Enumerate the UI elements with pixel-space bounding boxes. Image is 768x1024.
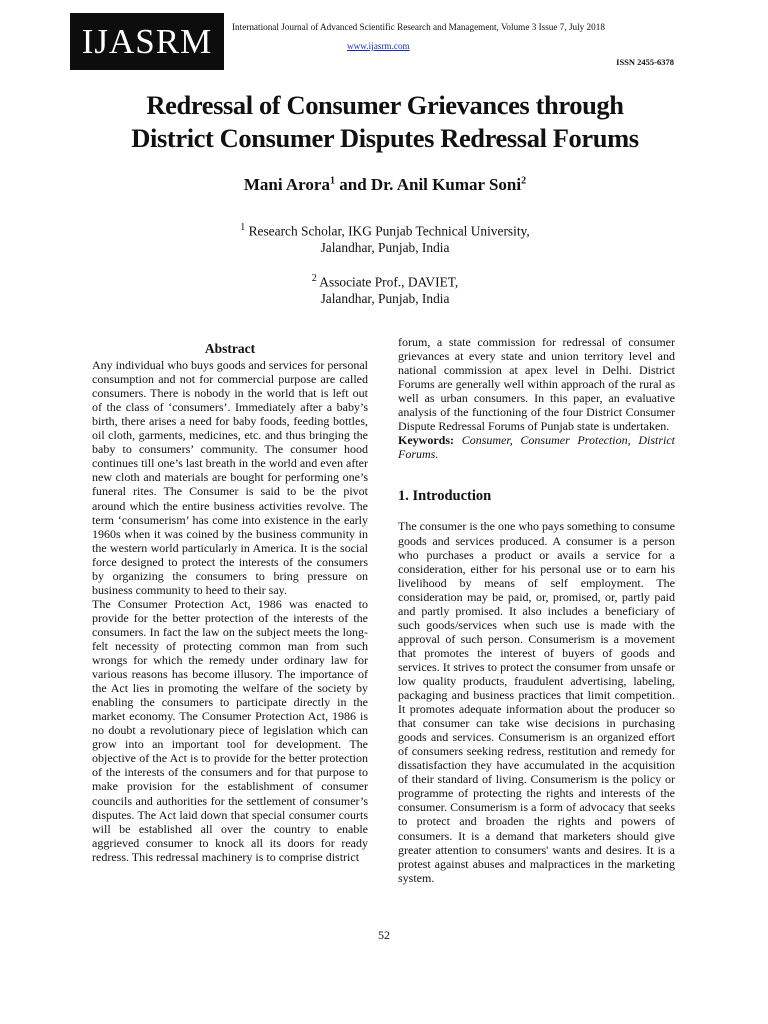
abstract-paragraph-3: forum, a state commission for redressal of consumer grievances at every state and union territory level and national commission at apex level in Delhi. District Forums are generally well within approach of the rural as well as urban consumers. In this paper, an evaluative analysis of the functioning of the four District Consumer Dispute Redressal Forums of Punjab state is undertaken. <box>398 335 675 434</box>
affiliation-2-sup: 2 <box>311 273 317 284</box>
keywords <box>398 433 675 461</box>
keywords-label: Keywords: <box>398 433 454 448</box>
abstract-paragraph-2: The Consumer Protection Act, 1986 was enacted to provide for the better protection of the interests of the consumers. In fact the law on the subject meets the long-felt necessity of protecting common man from such wrongs for which the remedy under ordinary law for various reasons has become illusory. The importance of the Act lies in promoting the welfare of the society by enabling the consumers to participate directly in the market economy. The Consumer Protection Act, 1986 is no doubt a revolutionary piece of legislation which can grow into an important tool for development. The objective of the Act is to provide for the better protection of the interests of the consumers and for that purpose to make provision for the establishment of consumer councils and authorities for the settlement of consumer’s disputes. The Act laid down that special consumer courts will be established all over the country to enable aggrieved consumer to knock all its doors for ready redress. This redressal machinery is to comprise district <box>92 596 368 864</box>
authors <box>60 175 710 195</box>
keywords-list: Consumer, Consumer Protection, District Forums. <box>398 433 675 462</box>
affiliation-1-sup: 1 <box>240 222 246 233</box>
affiliation-2-line-1: Associate Prof., DAVIET, <box>316 274 459 290</box>
journal-website-link[interactable]: www.ijasrm.com <box>347 41 410 51</box>
abstract-paragraph-1: Any individual who buys goods and services for personal consumption and not for commercial purpose are called consumers. There is nobody in the world that is left out of the class of ‘consumers’. Immediately after a baby’s birth, there arises a need for baby foods, feeding bottles, oil cloth, garments, medicines, etc. and thus bringing the baby to consumers’ community. The consumer hood continues till one’s last breath in the world and even after new cloth and materials are bought for performing one’s funeral rites. The Consumer is said to be the pivot around which the entire business activities revolve. The term ‘consumerism’ has come into existence in the early 1960s when it was coined by the business community in the western world particularly in America. It is the social force designed to protect the interests of the consumers by organizing the consumers to bring pressure on business community to heed to their say. <box>92 358 368 597</box>
affiliation-1 <box>60 219 710 256</box>
title-line-2: District Consumer Disputes Redressal Forums <box>131 123 639 153</box>
issn: ISSN 2455-6378 <box>616 57 674 67</box>
affiliation-2 <box>60 270 710 307</box>
introduction-body: The consumer is the one who pays something to consume goods and services produced. A consumer is a person who purchases a product or avails a service for a consideration, either for his personal use or to earn his livelihood by means of self employment. The consideration may be paid, or, promised, or, partly paid and partly promised. It also includes a beneficiary of such goods/services when such use is made with the approval of such person. Consumerism is a movement that promotes the interest of buyers of goods and services. It strives to protect the consumer from unsafe or low quality products, fraudulent advertising, labeling, packaging and business practices that limit competition. It promotes adequate information about the producer so that consumer can take wise decisions in purchasing goods and services. Consumerism is an organized effort of consumers seeking redress, restitution and remedy for dissatisfaction they have accumulated in the acquisition of their standard of living. Consumerism is the policy or programme of protecting the rights and interests of the consumer. Consumerism is a form of advocacy that seeks to protect and broaden the rights and powers of consumers. It is a demand that marketers should give greater attention to consumers' wants and desires. It is a protest against abuses and malpractices in the marketing system. <box>398 519 675 885</box>
author-1-sup: 1 <box>329 175 335 187</box>
affiliation-1-line-1: Research Scholar, IKG Punjab Technical University, <box>245 223 530 239</box>
author-1: Mani Arora <box>243 175 330 194</box>
introduction-heading: 1. Introduction <box>398 488 492 505</box>
author-2: and Dr. Anil Kumar Soni <box>334 175 522 194</box>
page-number: 52 <box>378 928 390 942</box>
affiliation-2-line-2: Jalandhar, Punjab, India <box>320 291 450 307</box>
title-line-1: Redressal of Consumer Grievances through <box>146 90 624 120</box>
author-2-sup: 2 <box>521 175 527 187</box>
left-column <box>92 342 368 864</box>
journal-info: International Journal of Advanced Scientific Research and Management, Volume 3 Issue 7, July 2018 <box>232 22 605 32</box>
journal-logo: IJASRM <box>70 13 224 70</box>
right-column <box>398 335 675 885</box>
abstract-heading: Abstract <box>204 341 256 356</box>
affiliation-1-line-2: Jalandhar, Punjab, India <box>320 240 450 256</box>
paper-title <box>60 89 710 155</box>
